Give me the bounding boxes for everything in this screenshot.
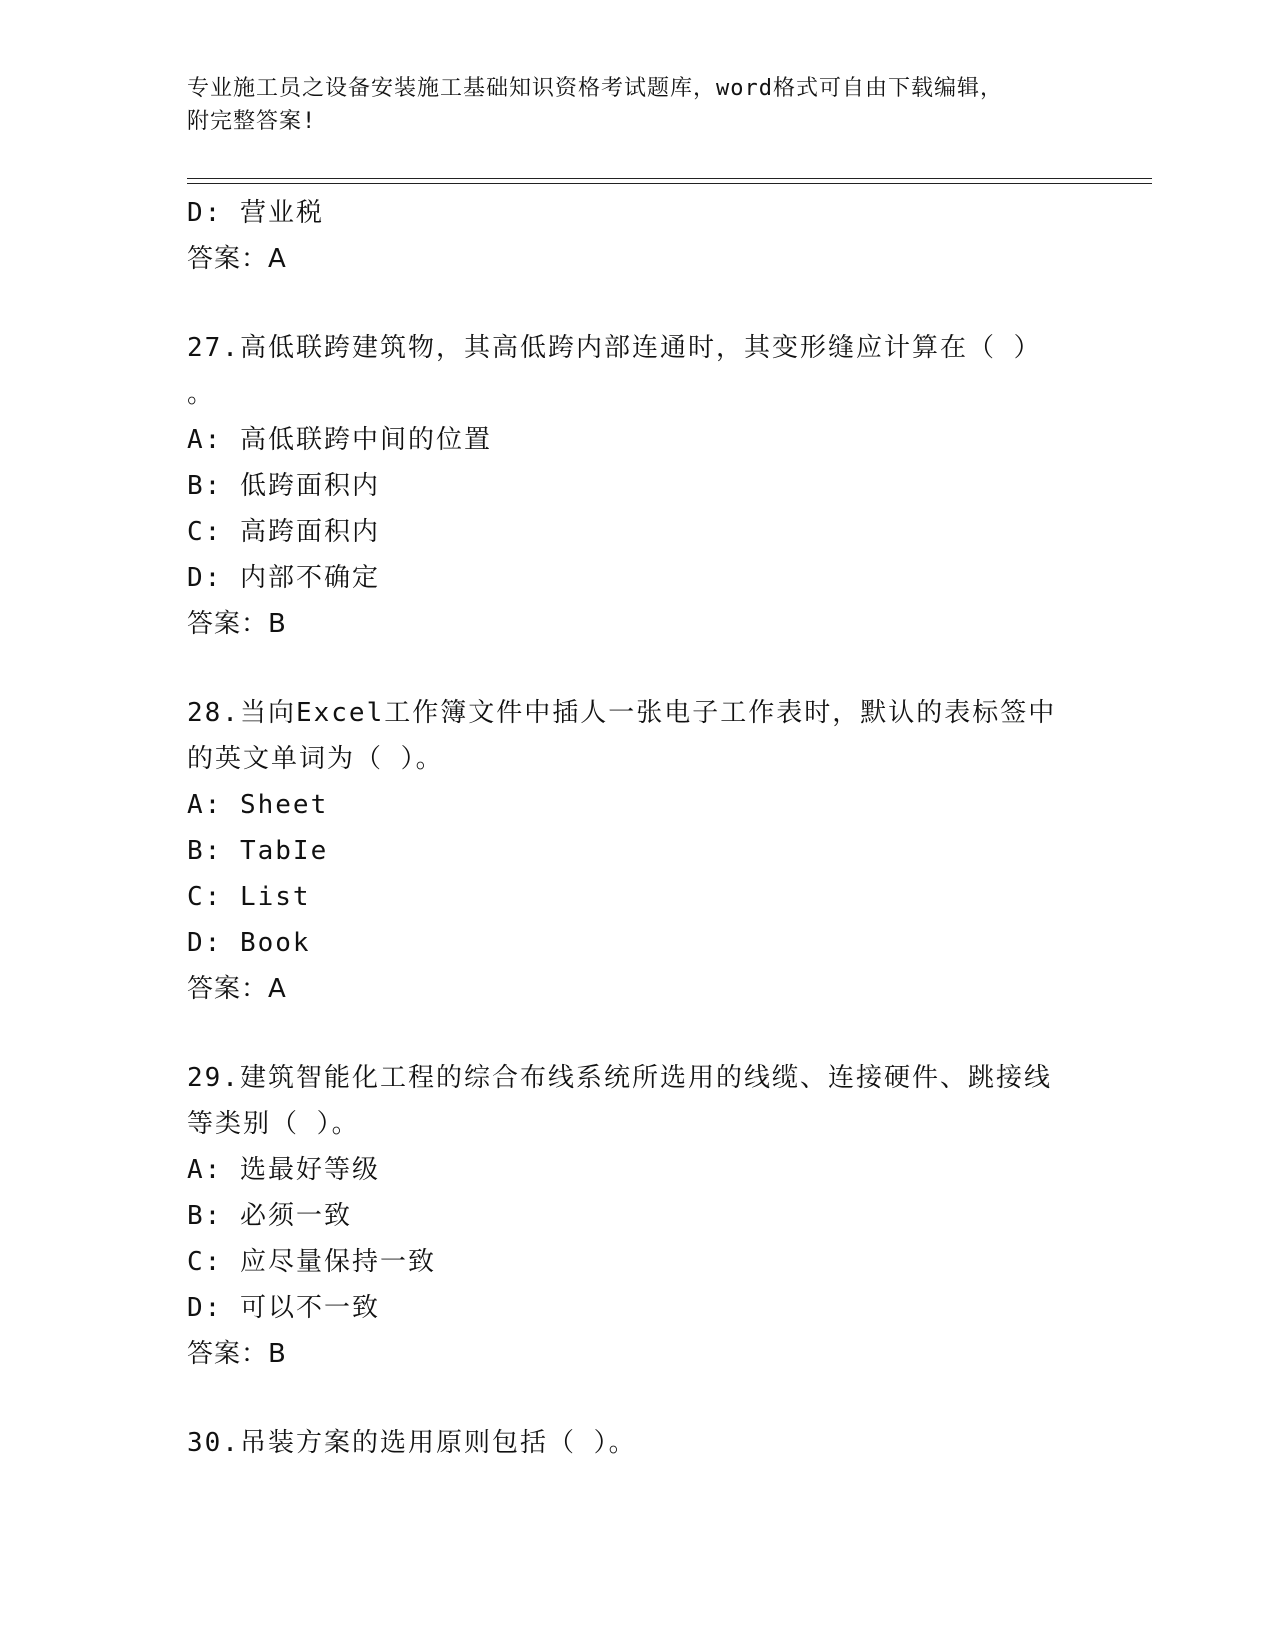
question-29 <box>187 1055 1087 1377</box>
page-header <box>187 72 1087 138</box>
previous-question-tail <box>187 190 1087 282</box>
option-a: A: Sheet <box>187 790 329 820</box>
answer-label: 答案：B <box>187 609 287 639</box>
option-b: B: 必须一致 <box>187 1201 352 1231</box>
question-stem-continued: 等类别（ ）。 <box>187 1109 360 1139</box>
option-d: D: 可以不一致 <box>187 1293 380 1323</box>
question-30 <box>187 1420 1087 1466</box>
answer-label: 答案：A <box>187 974 287 1004</box>
option-b: B: 低跨面积内 <box>187 471 380 501</box>
answer-label: 答案：B <box>187 1339 287 1369</box>
question-28 <box>187 690 1087 1012</box>
question-stem: 27.高低联跨建筑物，其高低跨内部连通时，其变形缝应计算在（ ） <box>187 333 1042 363</box>
option-c: C: List <box>187 882 311 912</box>
header-divider-bottom <box>187 183 1152 184</box>
header-divider-top <box>187 178 1152 179</box>
option-d: D: 内部不确定 <box>187 563 380 593</box>
option-c: C: 应尽量保持一致 <box>187 1247 436 1277</box>
option-c: C: 高跨面积内 <box>187 517 380 547</box>
answer-label: 答案：A <box>187 244 287 274</box>
question-stem: 29.建筑智能化工程的综合布线系统所选用的线缆、连接硬件、跳接线 <box>187 1063 1052 1093</box>
header-title-line-1: 专业施工员之设备安装施工基础知识资格考试题库，word格式可自由下载编辑， <box>187 76 1003 101</box>
option-b: B: TabIe <box>187 836 329 866</box>
header-title-line-2: 附完整答案! <box>187 109 317 134</box>
option-d: D: Book <box>187 928 311 958</box>
question-list <box>187 190 1087 1466</box>
question-stem-continued: 的英文单词为（ ）。 <box>187 744 444 774</box>
option-a: A: 选最好等级 <box>187 1155 380 1185</box>
option-a: A: 高低联跨中间的位置 <box>187 425 492 455</box>
question-27 <box>187 325 1087 647</box>
question-stem: 28.当向Excel工作簿文件中插人一张电子工作表时，默认的表标签中 <box>187 698 1057 728</box>
question-stem: 30.吊装方案的选用原则包括（ ）。 <box>187 1428 637 1458</box>
option-d: D: 营业税 <box>187 198 324 228</box>
question-stem-continued: 。 <box>187 379 216 409</box>
